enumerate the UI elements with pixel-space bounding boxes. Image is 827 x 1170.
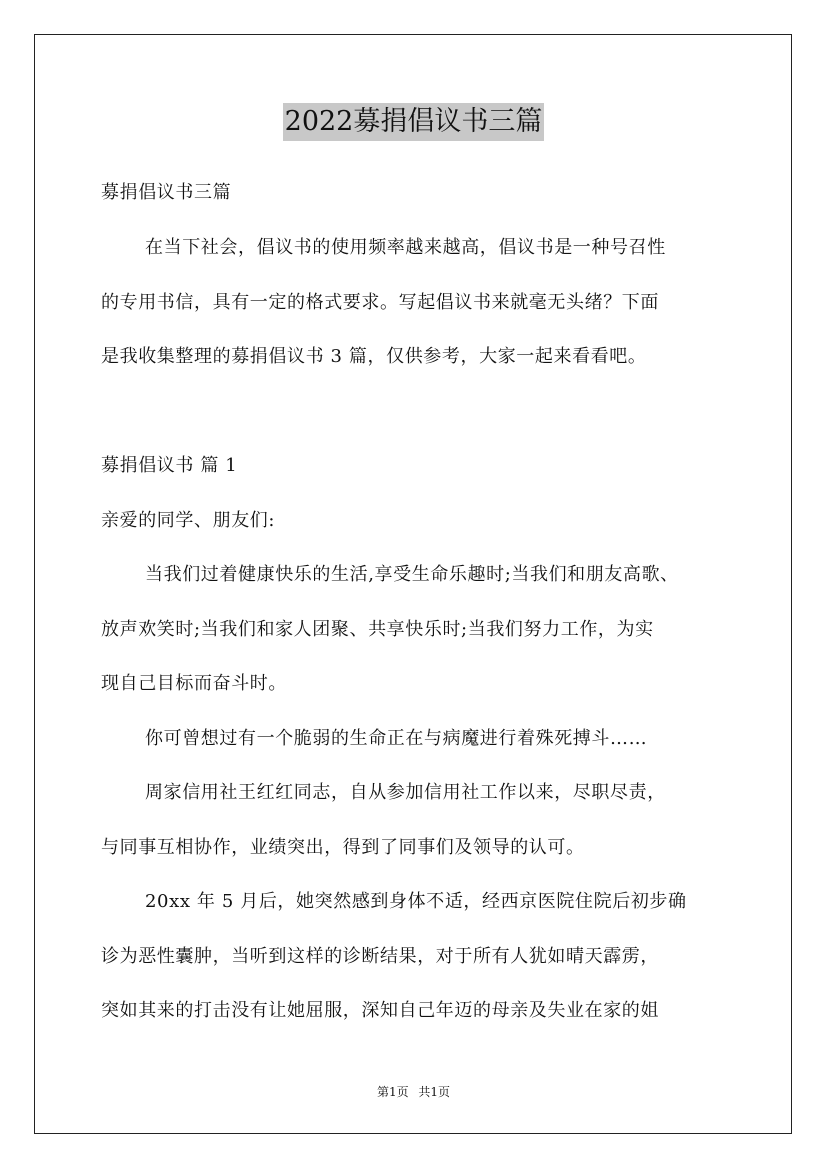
body-line: 20xx 年 5 月后，她突然感到身体不适，经西京医院住院后初步确 — [145, 891, 687, 912]
page-footer — [0, 1084, 827, 1100]
intro-line: 在当下社会，倡议书的使用频率越来越高，倡议书是一种号召性 — [145, 237, 666, 258]
body-line: 诊为恶性囊肿，当听到这样的诊断结果，对于所有人犹如晴天霹雳， — [101, 946, 659, 967]
body-line: 与同事互相协作，业绩突出，得到了同事们及领导的认可。 — [101, 837, 585, 858]
salutation: 亲爱的同学、朋友们: — [101, 510, 276, 531]
body-line: 突如其来的打击没有让她屈服，深知自己年迈的母亲及失业在家的姐 — [101, 1000, 659, 1021]
body-line: 放声欢笑时;当我们和家人团聚、共享快乐时;当我们努力工作，为实 — [101, 619, 654, 640]
intro-line: 的专用书信，具有一定的格式要求。写起倡议书来就毫无头绪？下面 — [101, 292, 659, 313]
intro-line: 是我收集整理的募捐倡议书 3 篇，仅供参考，大家一起来看看吧。 — [101, 346, 647, 367]
document-subtitle: 募捐倡议书三篇 — [101, 182, 232, 203]
body-line: 现自己目标而奋斗时。 — [101, 673, 287, 694]
title-container — [0, 103, 827, 141]
body-line: 周家信用社王红红同志，自从参加信用社工作以来，尽职尽责， — [145, 782, 666, 803]
body-line: 你可曾想过有一个脆弱的生命正在与病魔进行着殊死搏斗…… — [145, 728, 648, 749]
page-number-total: 共1页 — [418, 1085, 451, 1099]
body-line: 当我们过着健康快乐的生活,享受生命乐趣时;当我们和朋友高歌、 — [145, 564, 679, 585]
section-heading: 募捐倡议书 篇 1 — [101, 455, 238, 476]
document-title: 2022募捐倡议书三篇 — [283, 103, 545, 141]
page-number-current: 第1页 — [376, 1085, 409, 1099]
